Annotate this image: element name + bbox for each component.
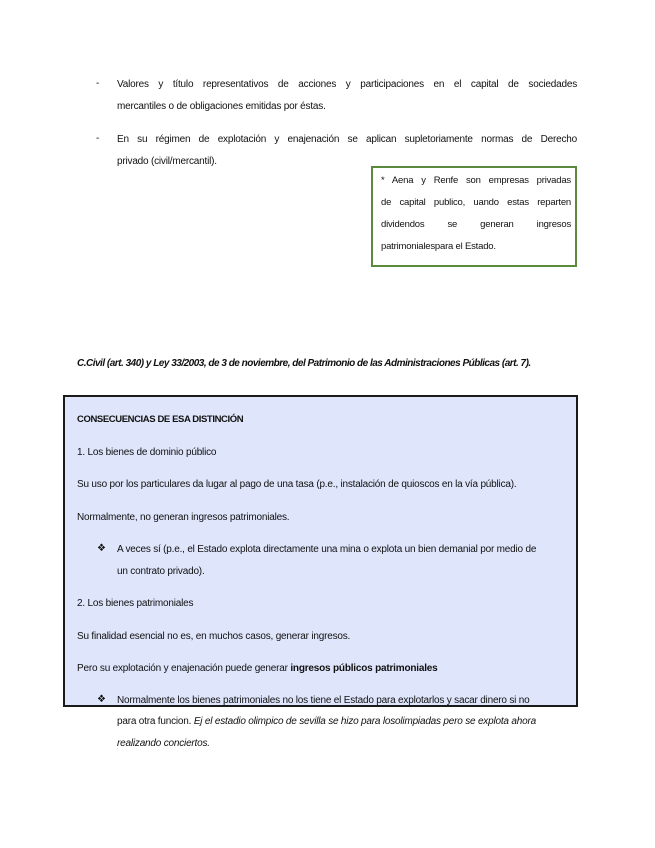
section-2-paragraph-2 xyxy=(77,662,438,675)
section-1-subpoint-line2: un contrato privado). xyxy=(117,566,205,577)
section-1-paragraph-2: Normalmente, no generan ingresos patrimoniales. xyxy=(77,512,290,523)
section-2-title: 2. Los bienes patrimoniales xyxy=(77,598,194,609)
stadium-example: Ej el estadio olimpico de sevilla se hizo para losolimpiadas pero se explota ahora xyxy=(193,716,536,727)
note-line-2: de capital publico, uando estas reparten xyxy=(381,197,571,208)
diamond-bullet-icon: ❖ xyxy=(97,543,106,554)
note-line-3: dividendos se generan ingresos xyxy=(381,219,571,230)
consequences-heading: CONSECUENCIAS DE ESA DISTINCIÓN xyxy=(77,414,244,425)
note-line-1: * Aena y Renfe son empresas privadas xyxy=(381,175,571,186)
dash-marker: - xyxy=(96,133,100,144)
bullet-2-line1: En su régimen de explotación y enajenación se aplican supletoriamente normas de Derecho xyxy=(117,134,577,145)
section-1-paragraph-1: Su uso por los particulares da lugar al pago de una tasa (p.e., instalación de quioscos en la vía pública). xyxy=(77,479,517,490)
section-2-subpoint-line3: realizando conciertos. xyxy=(117,738,210,749)
legal-reference: C.Civil (art. 340) y Ley 33/2003, de 3 de noviembre, del Patrimonio de las Administraciones Públicas (art. 7). xyxy=(77,358,531,369)
patrimonial-income-emphasis: ingresos públicos patrimoniales xyxy=(290,663,438,674)
diamond-bullet-icon: ❖ xyxy=(97,694,106,705)
bullet-1-line2: mercantiles o de obligaciones emitidas por éstas. xyxy=(117,101,326,112)
bullet-2-line2: privado (civil/mercantil). xyxy=(117,156,217,167)
dash-marker: - xyxy=(96,78,100,89)
section-1-title: 1. Los bienes de dominio público xyxy=(77,447,217,458)
note-line-4: patrimonialespara el Estado. xyxy=(381,241,496,252)
section-2-subpoint-line1: Normalmente los bienes patrimoniales no los tiene el Estado para explotarlos y sacar dinero si no xyxy=(117,695,530,706)
section-2-subpoint-line2 xyxy=(117,715,578,728)
section-2-paragraph-2-text: Pero su explotación y enajenación puede generar xyxy=(77,663,291,674)
bullet-1-line1: Valores y título representativos de acciones y participaciones en el capital de sociedades xyxy=(117,79,577,90)
section-1-subpoint-line1: A veces sí (p.e., el Estado explota directamente una mina o explota un bien demanial por medio de xyxy=(117,544,537,555)
note-box xyxy=(371,166,577,267)
section-2-subpoint-line2-text: para otra funcion. xyxy=(117,716,194,727)
section-2-paragraph-1: Su finalidad esencial no es, en muchos casos, generar ingresos. xyxy=(77,631,351,642)
